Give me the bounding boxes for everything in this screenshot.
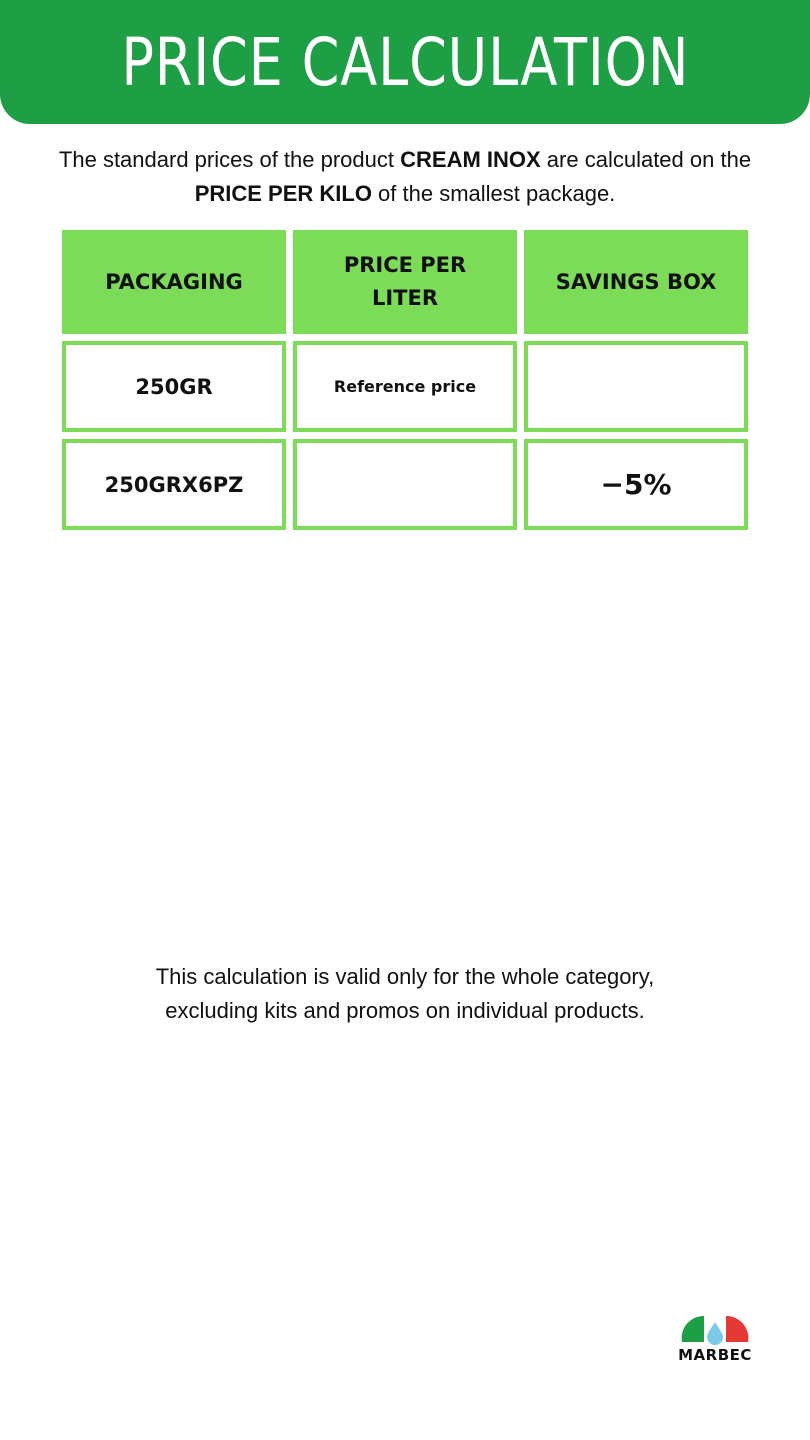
header-savings-box: SAVINGS BOX <box>524 230 748 334</box>
intro-text-2: are calculated on the <box>540 147 752 172</box>
row2-packaging: 250GRX6PZ <box>62 439 286 530</box>
row2-savings: −5% <box>524 439 748 530</box>
row1-packaging: 250GR <box>62 341 286 432</box>
header-banner <box>0 0 810 124</box>
validity-note <box>80 960 730 1028</box>
price-basis: PRICE PER KILO <box>194 181 372 206</box>
row1-price: Reference price <box>293 341 517 432</box>
note-line-2: excluding kits and promos on individual products. <box>165 998 645 1023</box>
product-name: CREAM INOX <box>400 147 541 172</box>
row1-savings <box>524 341 748 432</box>
header-packaging: PACKAGING <box>62 230 286 334</box>
intro-paragraph <box>40 143 770 211</box>
note-line-1: This calculation is valid only for the whole category, <box>155 964 655 989</box>
header-price-per-liter-label: PRICE PER LITER <box>343 253 467 310</box>
intro-text-1: The standard prices of the product <box>58 147 401 172</box>
row2-price <box>293 439 517 530</box>
logo-text: MARBEC <box>678 1346 752 1364</box>
intro-text-3: of the smallest package. <box>371 181 616 206</box>
header-price-per-liter <box>293 230 517 334</box>
page-title: PRICE CALCULATION <box>120 23 690 101</box>
